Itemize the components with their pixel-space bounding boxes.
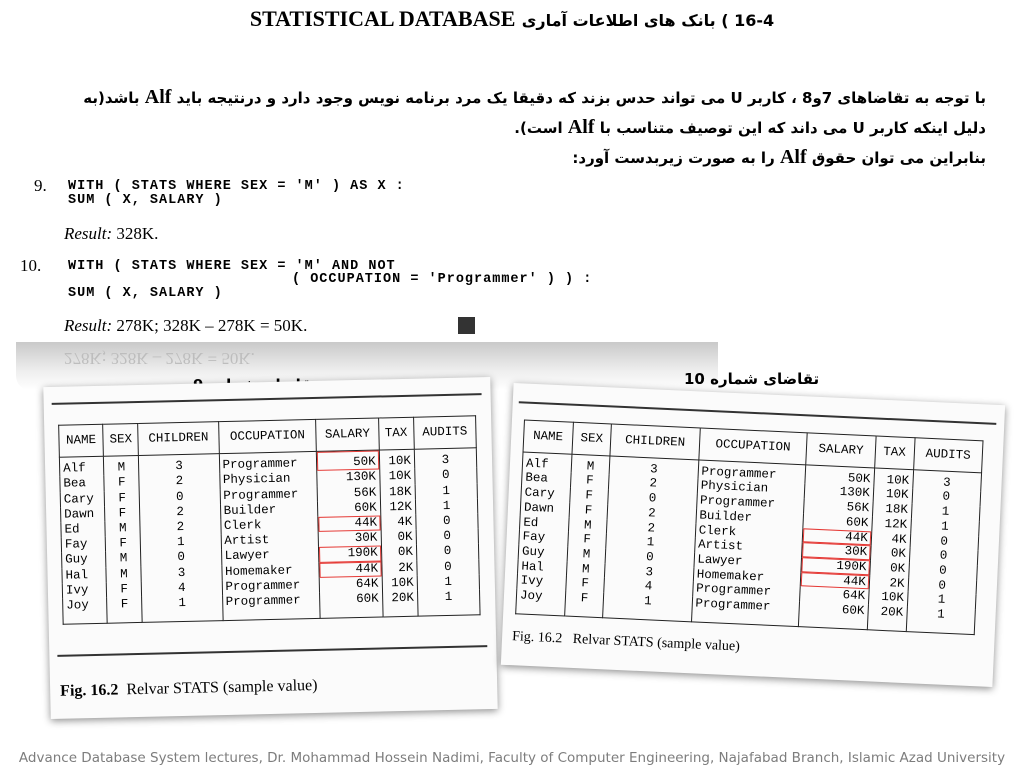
- cell-tax: 0K: [870, 560, 909, 576]
- reflection-text: 278K; 328K – 278K = 50K.: [64, 349, 255, 368]
- cell-name: Ed: [61, 522, 106, 538]
- caption-query-10: تقاضای شماره 10: [684, 370, 820, 388]
- cell-name: Ed: [520, 515, 569, 532]
- cell-tax: 0K: [381, 545, 417, 561]
- title-english: STATISTICAL DATABASE: [249, 6, 516, 31]
- cell-name: Ivy: [62, 583, 107, 599]
- queries-image: [16, 174, 708, 340]
- text-segment: باشد(به: [83, 89, 140, 107]
- query-10-line-2: SUM ( X, SALARY ): [68, 286, 223, 301]
- cell-salary: 44K: [319, 561, 381, 578]
- cell-tax: 10K: [868, 590, 907, 606]
- figure-text: Relvar STATS (sample value): [572, 631, 741, 655]
- cell-salary: 50K: [805, 465, 874, 487]
- slide-title: [0, 6, 1024, 32]
- query-9-line-2: SUM ( X, SALARY ): [68, 193, 223, 208]
- cell-audits: 0: [416, 544, 479, 561]
- header-sex: SEX: [103, 423, 139, 456]
- query-10-line-1b: ( OCCUPATION = 'Programmer' ) ) :: [292, 272, 593, 287]
- header-salary: SALARY: [806, 433, 876, 468]
- cell-audits: 0: [908, 562, 977, 580]
- header-name: NAME: [59, 424, 104, 457]
- cell-tax: 0K: [381, 530, 417, 546]
- cell-sex: M: [106, 567, 142, 583]
- cell-tax: 2K: [869, 575, 908, 591]
- cell-occupation: Artist: [694, 538, 802, 558]
- cell-sex: F: [104, 475, 140, 491]
- cell-sex: F: [569, 502, 608, 518]
- cell-name: Fay: [519, 530, 568, 547]
- cell-children: 2: [140, 504, 220, 521]
- cell-tax: 10K: [379, 469, 415, 485]
- header-name: NAME: [523, 420, 573, 454]
- cell-sex: F: [570, 473, 609, 489]
- cell-children: 0: [608, 490, 697, 509]
- cell-children: 3: [139, 454, 219, 476]
- cell-sex: M: [567, 547, 606, 563]
- cell-name: Fay: [61, 537, 106, 553]
- cell-occupation: Lawyer: [694, 552, 802, 572]
- cell-occupation: Lawyer: [221, 547, 319, 564]
- cell-children: 3: [605, 563, 694, 582]
- cell-children: 0: [141, 550, 221, 567]
- figure-text: Relvar STATS (sample value): [126, 676, 318, 699]
- query-9-line-1: WITH ( STATS WHERE SEX = 'M' ) AS X :: [68, 179, 405, 194]
- query-10-number: 10.: [20, 256, 42, 275]
- cell-audits: 1: [906, 606, 976, 634]
- cell-name: Guy: [62, 552, 107, 568]
- cell-tax: 12K: [380, 500, 416, 516]
- cell-audits: 0: [908, 577, 977, 595]
- header-tax: TAX: [378, 417, 414, 450]
- alf-name: Alf: [144, 86, 172, 108]
- cell-sex: F: [105, 506, 141, 522]
- cell-children: 3: [610, 456, 699, 479]
- text-segment: می داند که این توصیف متناسب با: [599, 119, 848, 137]
- cell-audits: 1: [417, 589, 480, 616]
- header-occupation: OCCUPATION: [698, 428, 807, 465]
- header-audits: AUDITS: [413, 416, 476, 450]
- cell-children: 0: [140, 489, 220, 506]
- cell-audits: 0: [910, 533, 979, 551]
- cell-audits: 0: [909, 547, 978, 565]
- cell-name: Dawn: [520, 500, 569, 517]
- cell-salary: 30K: [319, 531, 381, 548]
- cell-name: Bea: [522, 471, 571, 488]
- stats-table: [515, 419, 983, 634]
- figure-caption: [60, 677, 318, 701]
- table-card-query-9: [43, 377, 497, 719]
- cell-audits: 1: [417, 574, 480, 591]
- cell-salary: 44K: [803, 528, 872, 546]
- figure-label: Fig. 16.2: [511, 629, 563, 647]
- cell-name: Dawn: [61, 507, 106, 523]
- cell-tax: 10K: [379, 449, 415, 469]
- cell-audits: 1: [907, 591, 976, 609]
- result-value: 328K.: [116, 224, 159, 243]
- cell-sex: M: [571, 454, 611, 475]
- paragraph-line-2: [36, 116, 986, 139]
- cell-salary: 190K: [801, 557, 870, 575]
- cell-salary: 50K: [317, 450, 380, 471]
- paragraph-line-1: [36, 86, 986, 109]
- cell-sex: F: [567, 532, 606, 548]
- cell-name: Joy: [63, 598, 108, 625]
- title-persian: 16-4 ) بانک های اطلاعات آماری: [521, 11, 775, 30]
- paragraph-line-3: [36, 146, 986, 169]
- cell-audits: 3: [912, 469, 981, 491]
- query-10-result: [64, 316, 307, 336]
- cell-tax: 4K: [380, 515, 416, 531]
- query-9-result: [64, 224, 158, 244]
- cell-salary: 130K: [805, 484, 874, 502]
- cell-audits: 0: [417, 559, 480, 576]
- cell-children: 2: [608, 504, 697, 523]
- cell-tax: 20K: [382, 591, 418, 617]
- cell-audits: 1: [415, 483, 478, 500]
- query-10-line-1: WITH ( STATS WHERE SEX = 'M' AND NOT: [68, 259, 396, 274]
- cell-sex: F: [105, 536, 141, 552]
- cell-occupation: Builder: [220, 502, 318, 519]
- cell-sex: F: [565, 576, 604, 592]
- cell-occupation: Programmer: [220, 487, 318, 504]
- cell-sex: M: [568, 517, 607, 533]
- cell-sex: M: [104, 456, 140, 476]
- cell-tax: 12K: [872, 516, 911, 532]
- cell-tax: 18K: [380, 484, 416, 500]
- cell-sex: F: [564, 591, 604, 618]
- cell-children: 2: [139, 474, 219, 491]
- cell-name: Alf: [59, 456, 104, 477]
- cell-salary: 30K: [802, 542, 871, 560]
- cell-audits: 0: [416, 513, 479, 530]
- cell-name: Hal: [62, 567, 107, 583]
- cell-salary: 190K: [319, 546, 381, 563]
- cell-children: 2: [140, 519, 220, 536]
- cell-occupation: Homemaker: [221, 563, 319, 580]
- cell-salary: 44K: [801, 572, 870, 590]
- cell-name: Alf: [522, 452, 571, 473]
- text-segment: است).: [514, 119, 563, 137]
- cell-sex: F: [107, 597, 143, 623]
- result-label: Result:: [64, 224, 113, 243]
- cell-occupation: Programmer: [219, 452, 317, 474]
- cell-salary: 130K: [317, 470, 379, 487]
- cell-sex: M: [105, 521, 141, 537]
- cell-salary: 44K: [318, 516, 380, 533]
- table-card-query-10: [501, 383, 1005, 687]
- cell-tax: 0K: [870, 546, 909, 562]
- cell-occupation: Clerk: [220, 517, 318, 534]
- cell-occupation: Homemaker: [693, 567, 801, 587]
- alf-name: Alf: [567, 116, 595, 138]
- footer: Advance Database System lectures, Dr. Mohammad Hossein Nadimi, Faculty of Computer Engineering, Najafabad Branch, Islamic Azad University: [18, 750, 1006, 766]
- cell-children: 1: [606, 534, 695, 553]
- cell-name: Guy: [518, 544, 567, 561]
- text-segment: می تواند حدس بزند که دقیقا یک مرد برنامه نویس وجود دارد و درنتیجه باید: [176, 89, 726, 107]
- cell-sex: F: [106, 582, 142, 598]
- cell-children: 2: [607, 519, 696, 538]
- header-children: CHILDREN: [610, 424, 699, 460]
- cell-children: 3: [141, 565, 221, 582]
- text-segment: را به صورت زیربدست آورد:: [572, 149, 775, 167]
- cell-salary: 60K: [320, 592, 383, 619]
- cell-salary: 64K: [800, 587, 869, 605]
- cell-children: 1: [142, 595, 223, 623]
- cell-name: Cary: [60, 491, 105, 507]
- cell-children: 4: [142, 580, 222, 597]
- text-segment: بنابراین می توان حقوق: [811, 149, 986, 167]
- cell-audits: 0: [415, 468, 478, 485]
- cell-tax: 10K: [873, 487, 912, 503]
- cell-sex: F: [569, 488, 608, 504]
- result-value: 278K; 328K – 278K = 50K.: [116, 316, 308, 335]
- cell-audits: 0: [416, 529, 479, 546]
- user-u: U: [852, 119, 865, 137]
- cell-name: Hal: [518, 559, 567, 576]
- cell-name: Cary: [521, 486, 570, 503]
- cell-occupation: Physician: [697, 479, 805, 499]
- user-u: U: [730, 89, 743, 107]
- cell-occupation: Programmer: [691, 596, 800, 626]
- cell-audits: 1: [415, 498, 478, 515]
- cell-tax: 2K: [381, 560, 417, 576]
- cell-occupation: Artist: [221, 532, 319, 549]
- cell-salary: 56K: [804, 498, 873, 516]
- cell-name: Bea: [60, 476, 105, 492]
- text-segment: با توجه به تقاضاهای 7و8 ، کاربر: [747, 89, 986, 107]
- cell-audits: 0: [912, 489, 981, 507]
- cell-occupation: Clerk: [695, 523, 803, 543]
- cell-occupation: Programmer: [222, 578, 320, 595]
- cell-occupation: Programmer: [698, 460, 807, 484]
- cell-children: 2: [609, 475, 698, 494]
- black-square-icon: [458, 317, 475, 334]
- stats-table: [58, 415, 480, 625]
- cell-salary: 60K: [799, 601, 868, 629]
- cell-occupation: Physician: [219, 471, 317, 488]
- cell-tax: 10K: [874, 468, 914, 489]
- result-label: Result:: [64, 316, 113, 335]
- cell-tax: 10K: [382, 576, 418, 592]
- cell-sex: M: [106, 551, 142, 567]
- cell-salary: 60K: [803, 513, 872, 531]
- query-9-number: 9.: [34, 176, 47, 195]
- cell-tax: 4K: [871, 531, 910, 547]
- cell-salary: 64K: [320, 576, 382, 593]
- cell-sex: M: [566, 561, 605, 577]
- cell-name: Ivy: [517, 574, 566, 591]
- header-children: CHILDREN: [138, 422, 219, 456]
- cell-name: Joy: [516, 588, 566, 615]
- cell-salary: 56K: [318, 485, 380, 502]
- header-occupation: OCCUPATION: [218, 419, 317, 453]
- cell-children: 0: [606, 548, 695, 567]
- cell-children: 4: [604, 578, 693, 597]
- cell-occupation: Programmer: [696, 494, 804, 514]
- cell-tax: 20K: [867, 604, 907, 631]
- header-salary: SALARY: [316, 418, 379, 452]
- cell-occupation: Programmer: [222, 593, 321, 621]
- cell-sex: F: [104, 491, 140, 507]
- cell-audits: 3: [414, 448, 477, 469]
- header-tax: TAX: [874, 436, 914, 469]
- cell-children: 1: [603, 592, 692, 621]
- cell-occupation: Builder: [696, 508, 804, 528]
- cell-occupation: Programmer: [692, 582, 800, 602]
- cell-tax: 18K: [872, 502, 911, 518]
- alf-name: Alf: [779, 146, 807, 168]
- text-segment: دلیل اینکه کاربر: [870, 119, 986, 137]
- cell-audits: 1: [910, 518, 979, 536]
- header-sex: SEX: [572, 422, 612, 455]
- cell-audits: 1: [911, 503, 980, 521]
- header-audits: AUDITS: [913, 438, 983, 473]
- cell-salary: 60K: [318, 500, 380, 517]
- figure-label: Fig. 16.2: [60, 681, 119, 700]
- cell-children: 1: [141, 534, 221, 551]
